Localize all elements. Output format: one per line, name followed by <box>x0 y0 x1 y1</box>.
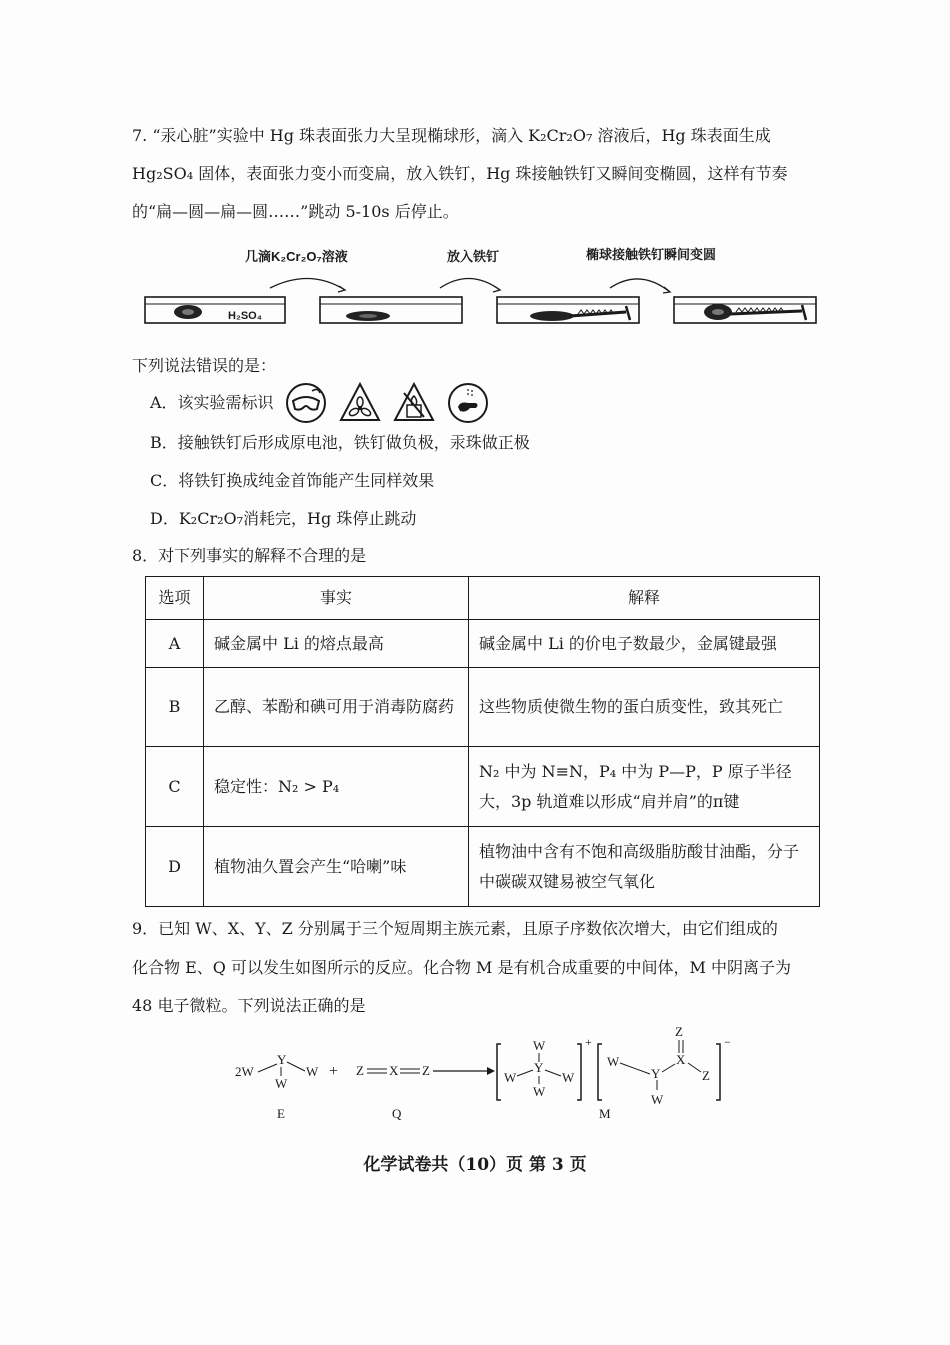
anion-x: X <box>676 1052 686 1067</box>
row-fact: 碱金属中 Li 的熔点最高 <box>204 620 469 668</box>
row-option: A <box>146 620 204 668</box>
q-z-left: Z <box>356 1063 364 1078</box>
table-row <box>146 747 820 827</box>
q9-line-2: 化合物 E、Q 可以发生如图所示的反应。化合物 M 是有机合成重要的中间体，M 中阴离子为 <box>132 958 791 977</box>
anion-z-top: Z <box>675 1024 683 1039</box>
dish-1 <box>145 297 285 323</box>
dish-4 <box>674 297 816 323</box>
row-option: B <box>146 668 204 747</box>
goggles-icon <box>284 381 328 425</box>
q7-stem: 下列说法错误的是： <box>132 356 277 375</box>
cation-w-left: W <box>504 1070 517 1085</box>
label-q: Q <box>392 1106 402 1121</box>
mercury-heart-diagram <box>140 240 830 335</box>
dish-label: H₂SO₄ <box>228 310 262 322</box>
q8-stem: 8．对下列事实的解释不合理的是 <box>132 546 367 565</box>
q7-option-d: D．K₂Cr₂O₇消耗完，Hg 珠停止跳动 <box>150 509 417 528</box>
dish-3 <box>497 297 639 323</box>
anion-z-right: Z <box>702 1068 710 1083</box>
table-row <box>146 620 820 668</box>
process-arrows <box>270 278 670 293</box>
cation-w-top: W <box>533 1038 546 1053</box>
row-fact: 植物油久置会产生“哈喇”味 <box>204 827 469 907</box>
plus-sign: + <box>329 1063 339 1080</box>
header-option: 选项 <box>146 577 204 620</box>
row-option: D <box>146 827 204 907</box>
table-header-row <box>146 577 820 620</box>
step2-label: 放入铁钉 <box>447 249 500 264</box>
wash-hands-icon <box>446 381 490 425</box>
reaction-scheme <box>225 1020 745 1130</box>
q7-option-a-text: A．该实验需标识 <box>150 393 274 412</box>
e-w-bottom: W <box>275 1076 288 1091</box>
row-explanation: 这些物质使微生物的蛋白质变性，致其死亡 <box>469 668 820 747</box>
table-row <box>146 827 820 907</box>
header-fact: 事实 <box>204 577 469 620</box>
label-m: M <box>599 1106 611 1121</box>
q7-line-3: 的“扁—圆—扁—圆……”跳动 5-10s 后停止。 <box>132 202 459 221</box>
cation-w-right: W <box>562 1070 575 1085</box>
anion-charge: − <box>724 1035 731 1049</box>
no-fire-icon <box>392 381 436 425</box>
cation-y: Y <box>534 1060 544 1075</box>
q8-table <box>145 576 820 907</box>
cation-w-bottom: W <box>533 1084 546 1099</box>
e-w-right: W <box>306 1064 319 1079</box>
row-explanation: 碱金属中 Li 的价电子数最少，金属键最强 <box>469 620 820 668</box>
q7-option-c: C．将铁钉换成纯金首饰能产生同样效果 <box>150 471 435 490</box>
cation-charge: + <box>585 1035 592 1049</box>
ventilation-fan-icon <box>338 381 382 425</box>
row-explanation: 植物油中含有不饱和高级脂肪酸甘油酯，分子中碳碳双键易被空气氧化 <box>469 827 820 907</box>
anion-w-left: W <box>607 1054 620 1069</box>
row-fact: 乙醇、苯酚和碘可用于消毒防腐药 <box>204 668 469 747</box>
q-z-right: Z <box>422 1063 430 1078</box>
e-y: Y <box>277 1052 287 1067</box>
e-coef: 2W <box>235 1064 254 1079</box>
anion-y: Y <box>651 1066 661 1081</box>
q7-line-1: 7. “汞心脏”实验中 Hg 珠表面张力大呈现椭球形，滴入 K₂Cr₂O₇ 溶液后，Hg 珠表面生成 <box>132 126 771 145</box>
step1-label: 几滴K₂Cr₂O₇溶液 <box>245 249 348 264</box>
label-e: E <box>277 1106 285 1121</box>
header-explanation: 解释 <box>469 577 820 620</box>
page-footer: 化学试卷共（10）页 第 3 页 <box>363 1155 587 1175</box>
row-option: C <box>146 747 204 827</box>
row-fact: 稳定性：N₂ > P₄ <box>204 747 469 827</box>
dish-2 <box>320 297 462 323</box>
q9-line-3: 48 电子微粒。下列说法正确的是 <box>132 996 366 1015</box>
anion-w-bottom: W <box>651 1092 664 1107</box>
q7-option-b: B．接触铁钉后形成原电池，铁钉做负极，汞珠做正极 <box>150 433 530 452</box>
q-x: X <box>389 1063 399 1078</box>
step3-label: 椭球接触铁钉瞬间变圆 <box>586 247 717 262</box>
row-explanation: N₂ 中为 N≡N，P₄ 中为 P—P，P 原子半径大，3p 轨道难以形成“肩并肩”的π键 <box>469 747 820 827</box>
table-row <box>146 668 820 747</box>
q7-line-2: Hg₂SO₄ 固体，表面张力变小而变扁，放入铁钉，Hg 珠接触铁钉又瞬间变椭圆，这样有节奏 <box>132 164 788 183</box>
q9-line-1: 9．已知 W、X、Y、Z 分别属于三个短周期主族元素，且原子序数依次增大，由它们组成的 <box>132 919 778 938</box>
q7-option-a <box>150 381 490 425</box>
